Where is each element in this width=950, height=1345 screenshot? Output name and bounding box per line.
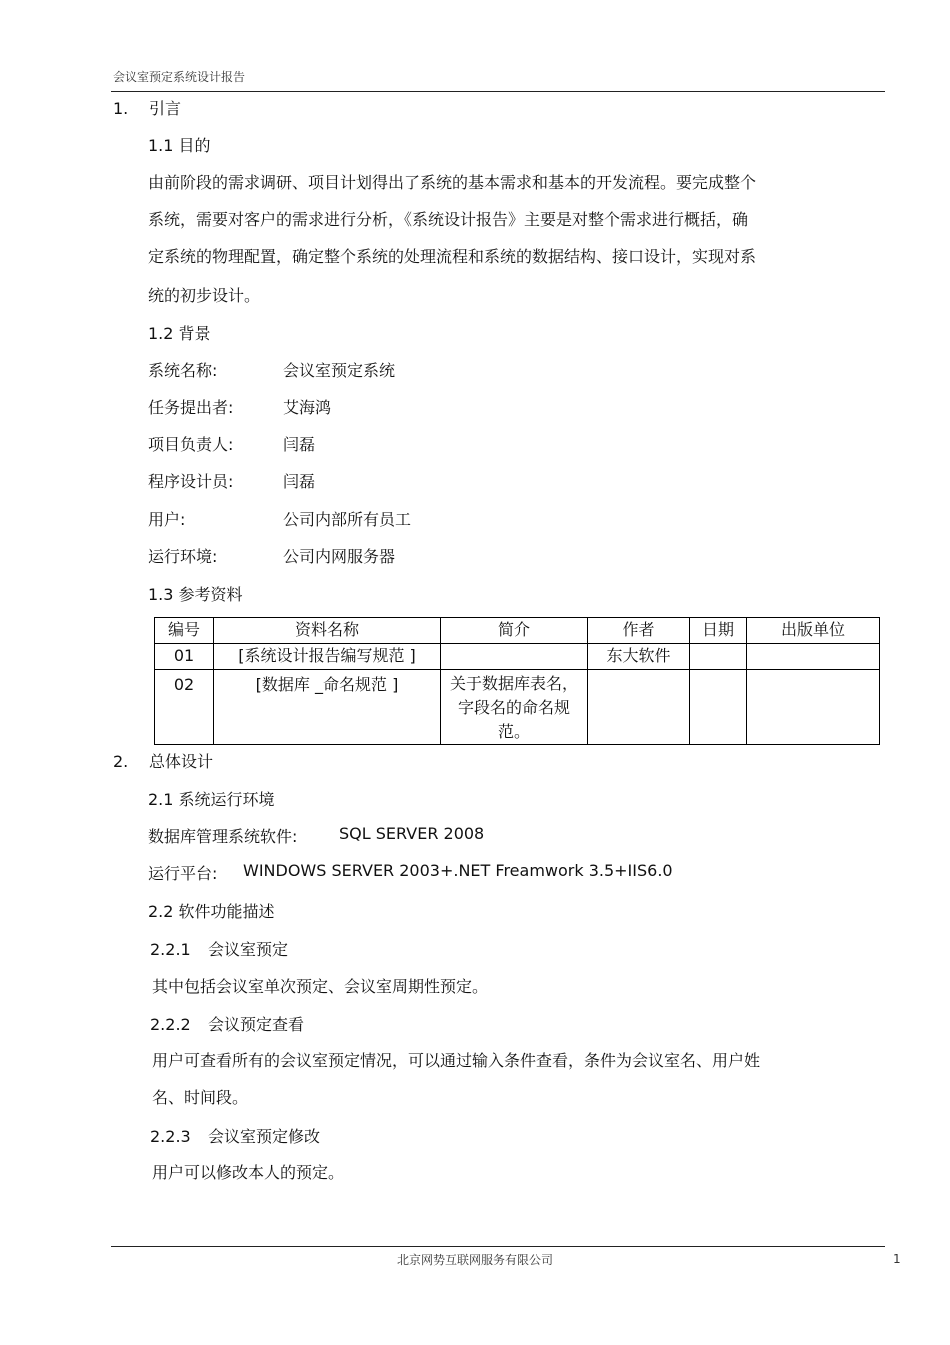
bg-value-proposer: 艾海鸿 — [283, 398, 332, 417]
bg-value-project-lead: 闫磊 — [283, 435, 316, 454]
cell-publisher — [747, 670, 880, 745]
section-1-1-heading: 1.1 目的 — [148, 136, 211, 155]
cell-author — [588, 670, 690, 745]
cell-date — [690, 644, 747, 670]
cell-id: 02 — [155, 670, 214, 745]
purpose-line-4: 统的初步设计。 — [148, 286, 261, 305]
section-2-2-2-heading — [150, 1012, 304, 1035]
purpose-line-2: 系统，需要对客户的需求进行分析，《系统设计报告》主要是对整个需求进行概括，确 — [148, 210, 749, 229]
col-header-name: 资料名称 — [214, 618, 441, 644]
purpose-line-3: 定系统的物理配置，确定整个系统的处理流程和系统的数据结构、接口设计，实现对系 — [148, 247, 757, 266]
bg-key-proposer: 任务提出者: — [148, 398, 234, 417]
section-2-2-2-line-1: 用户可查看所有的会议室预定情况，可以通过输入条件查看，条件为会议室名、用户姓 — [152, 1051, 761, 1070]
cell-name: [系统设计报告编写规范 ] — [214, 644, 441, 670]
table-row — [155, 644, 880, 670]
section-2-2-1-line-1: 其中包括会议室单次预定、会议室周期性预定。 — [152, 977, 489, 996]
section-2-1-heading: 2.1 系统运行环境 — [148, 790, 275, 809]
footer-company: 北京网势互联网服务有限公司 — [396, 1253, 553, 1267]
section-1-heading — [113, 96, 181, 119]
bg-value-programmer: 闫磊 — [283, 472, 316, 491]
platform-value: WINDOWS SERVER 2003+.NET Freamwork 3.5+IIS6.0 — [243, 861, 673, 880]
platform-label: 运行平台: — [148, 864, 218, 883]
table-row — [155, 670, 880, 745]
bg-value-system-name: 会议室预定系统 — [283, 361, 396, 380]
section-2-2-3-title: 会议室预定修改 — [208, 1127, 321, 1146]
cell-name: [数据库 _命名规范 ] — [214, 670, 441, 745]
section-2-2-3-heading — [150, 1124, 320, 1147]
section-2-2-2-number: 2.2.2 — [150, 1015, 191, 1034]
col-header-author: 作者 — [588, 618, 690, 644]
db-software-value: SQL SERVER 2008 — [339, 824, 485, 843]
table-header-row — [155, 618, 880, 644]
section-2-title: 总体设计 — [149, 752, 214, 771]
cell-intro — [441, 644, 588, 670]
bg-key-system-name: 系统名称: — [148, 361, 218, 380]
bg-key-project-lead: 项目负责人: — [148, 435, 234, 454]
section-1-3-heading: 1.3 参考资料 — [148, 585, 243, 604]
section-2-2-1-title: 会议室预定 — [208, 940, 289, 959]
bg-key-users: 用户: — [148, 510, 186, 529]
col-header-id: 编号 — [155, 618, 214, 644]
col-header-publisher: 出版单位 — [747, 618, 880, 644]
cell-date — [690, 670, 747, 745]
header-rule — [111, 91, 885, 92]
db-software-label: 数据库管理系统软件: — [148, 827, 298, 846]
section-2-2-2-line-2: 名、时间段。 — [152, 1088, 249, 1107]
section-2-2-1-number: 2.2.1 — [150, 940, 191, 959]
cell-publisher — [747, 644, 880, 670]
bg-value-users: 公司内部所有员工 — [283, 510, 412, 529]
bg-value-environment: 公司内网服务器 — [283, 547, 396, 566]
cell-author: 东大软件 — [588, 644, 690, 670]
bg-key-environment: 运行环境: — [148, 547, 218, 566]
section-2-number: 2. — [113, 752, 129, 771]
cell-id: 01 — [155, 644, 214, 670]
reference-table — [154, 617, 880, 745]
section-1-number: 1. — [113, 99, 129, 118]
col-header-intro: 简介 — [441, 618, 588, 644]
section-2-2-heading: 2.2 软件功能描述 — [148, 902, 275, 921]
page-number: 1 — [893, 1252, 901, 1266]
purpose-line-1: 由前阶段的需求调研、项目计划得出了系统的基本需求和基本的开发流程。要完成整个 — [148, 173, 757, 192]
section-2-2-3-number: 2.2.3 — [150, 1127, 191, 1146]
section-2-2-2-title: 会议预定查看 — [208, 1015, 305, 1034]
section-1-2-heading: 1.2 背景 — [148, 324, 211, 343]
section-2-2-1-heading — [150, 937, 288, 960]
cell-intro: 关于数据库表名，字段名的命名规范。 — [441, 670, 588, 745]
footer-rule — [111, 1246, 885, 1247]
section-2-2-3-line-1: 用户可以修改本人的预定。 — [152, 1163, 345, 1182]
section-1-title: 引言 — [149, 99, 182, 118]
bg-key-programmer: 程序设计员: — [148, 472, 234, 491]
running-header: 会议室预定系统设计报告 — [113, 70, 246, 84]
section-2-heading — [113, 749, 213, 772]
col-header-date: 日期 — [690, 618, 747, 644]
